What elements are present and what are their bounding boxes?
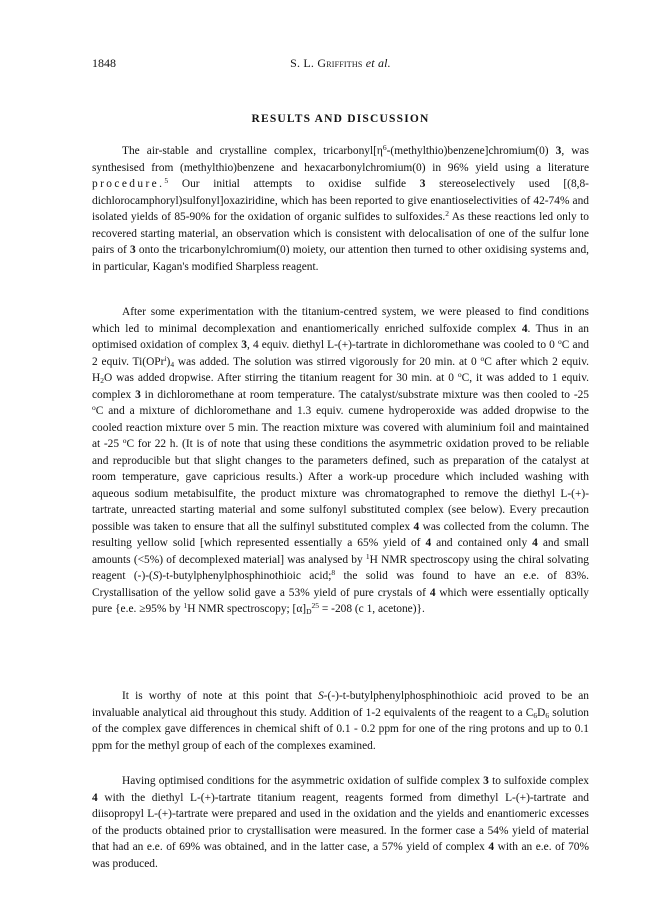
reference-2: 2 bbox=[445, 209, 449, 218]
reference-5: 5 bbox=[164, 176, 169, 185]
author-line bbox=[92, 56, 589, 71]
page-number: 1848 bbox=[92, 56, 116, 70]
paragraph-4: Having optimised conditions for the asymmetric oxidation of sulfide complex 3 to sulfoxide complex 4 with the diethyl L-(+)-tartrate titanium reagent, reagents formed from dimethyl L-(+)-tartrate and diisopropyl L-(+)-tartrate were prepared and used in the oxidation and the yields and enantiomeric excesses of the products obtained prior to crystallisation were measured. In the former case a 54% yield of material that had an e.e. of 69% was obtained, and in the latter case, a 57% yield of complex 4 with an e.e. of 70% was produced. bbox=[92, 775, 589, 870]
reference-8: 8 bbox=[331, 568, 336, 577]
author-et-al: et al. bbox=[365, 56, 391, 70]
paragraph-1: The air-stable and crystalline complex, $tricarbonyl[\eta^6-(methylthio)benzene]chromium(0)$ 3, was synthesised from (methylthio)benzene and hexacarbonylchromium(0) in 96% yield using a literature procedure.$^5$ Our initial attempts to oxidise sulfide 3 stereoselectively used [(8,8-dichlorocamphoryl)sulfonyl]oxaziridine, which has been reported to give enantioselectivities of 42-74% and isolated yields of 85-90% for the oxidation of organic sulfides to sulfoxides.$^2$ As these reactions led only to recovered starting material, an observation which is consistent with delocalisation of one of the sulfur lone pairs of 3 onto the tricarbonylchromium(0) moiety, our attention then turned to other oxidising systems and, in particular, Kagan's modified Sharpless reagent. bbox=[92, 143, 589, 273]
paragraph-2: After some experimentation with the titanium-centred system, we were pleased to find conditions which led to minimal decomplexation and enantiomerically enriched sulfoxide complex 4. Thus in an optimised oxidation of complex 3, 4 equiv. diethyl L-(+)-tartrate in dichloromethane was cooled to 0 $^o$C and 2 equiv. $Ti(OPr^i)_4$ was added. The solution was stirred vigorously for 20 min. at 0 $^o$C after which 2 equiv. $H_2O$ was added dropwise. After stirring the titanium reagent for 30 min. at 0 $^o$C, it was added to 1 equiv. complex 3 in dichloromethane at room temperature. The catalyst/substrate mixture was then cooled to -25 $^o$C and a mixture of dichloromethane and 1.3 equiv. cumene hydroperoxide was added dropwise to the cooled reaction mixture over 5 min. The reaction mixture was covered with aluminium foil and maintained at -25 $^o$C for 22 h. (It is of note that using these conditions the asymmetric oxidation proved to be reliable and reproducible but that slight changes to the parameters defined, such as preparation of the catalyst at room temperature, gave capricious results.) After a work-up procedure which included washing with aqueous sodium metabisulfite, the product mixture was chromatographed to remove the diethyl L-(+)-tartrate, unreacted starting material and some sulfonyl substituted complex (see below). Every precaution possible was taken to ensure that all the sulfinyl substituted complex 4 was collected from the column. The resulting yellow solid [which represented essentially a 65% yield of 4 and contained only 4 and small amounts (<5%) of decomplexed material] was analysed by $^1$H NMR spectroscopy using the chiral solvating reagent (-)-(S)-t-butylphenylphosphinothioic acid;$^8$ the solid was found to have an e.e. of 83%. Crystallisation of the yellow solid gave a 53% yield of pure crystals of 4 which were essentially optically pure {e.e. ≥95% by $^1$H NMR spectroscopy; $[\alpha]_D^{25} = -208$ (c 1, acetone)}. bbox=[92, 306, 590, 616]
author-surname: Griffiths bbox=[317, 56, 363, 70]
paragraph-3: It is worthy of note at this point that S-(-)-t-butylphenylphosphinothioic acid proved to be an invaluable analytical aid throughout this study. Addition of 1-2 equivalents of the reagent to a $C_6D_6$ solution of the complex gave differences in chemical shift of 0.1 - 0.2 ppm for one of the ring protons and up to 0.1 ppm for the methyl group of each of the complexes examined. bbox=[92, 690, 590, 752]
author-initials: S. L. bbox=[290, 56, 315, 70]
running-head bbox=[92, 56, 589, 72]
section-title: RESULTS AND DISCUSSION bbox=[251, 113, 430, 125]
